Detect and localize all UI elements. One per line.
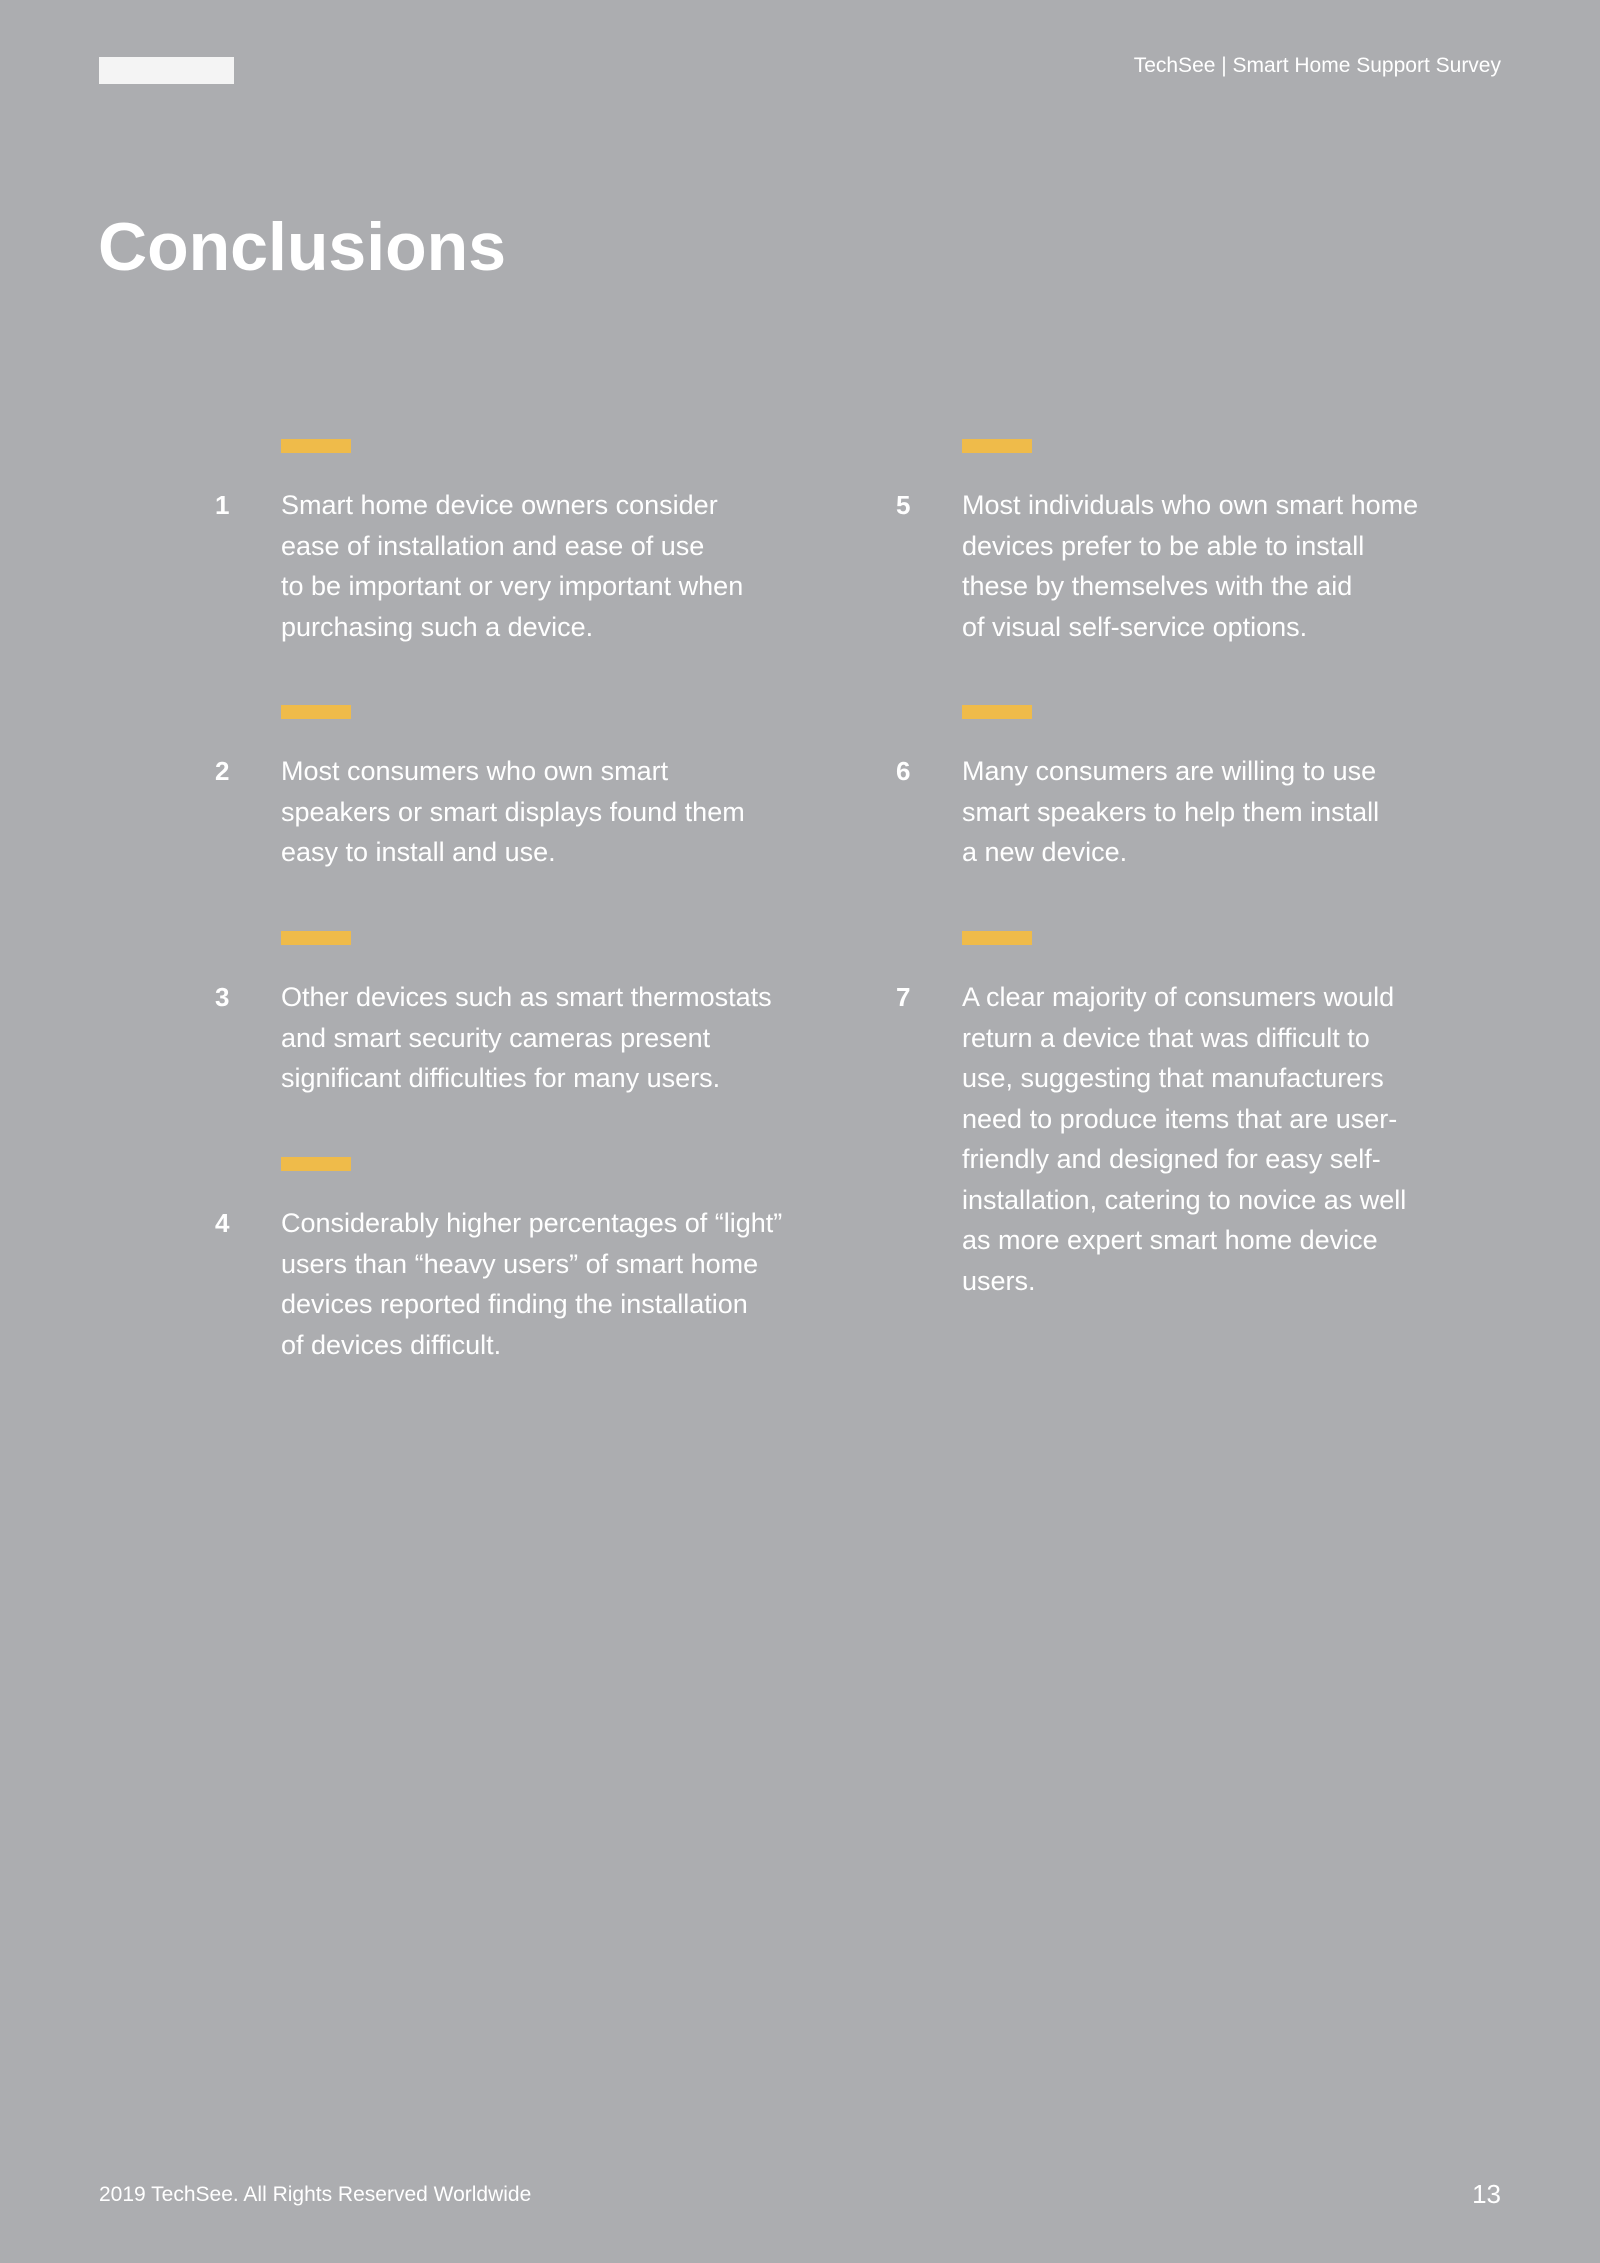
conclusion-text: Many consumers are willing to use smart speakers to help them install a new device. [962,756,1380,867]
page-number: 13 [1472,2179,1501,2209]
conclusion-number: 7 [896,982,911,1012]
conclusion-text: A clear majority of consumers would return a device that was difficult to use, suggesting that manufacturers need to produce items that are user- friendly and designed for easy self- installation, catering to novice as well as more expert smart home device users. [962,982,1407,1296]
conclusion-number: 1 [215,490,230,520]
accent-bar [962,931,1032,945]
accent-bar [281,1157,351,1171]
header-text: TechSee | Smart Home Support Survey [1133,54,1501,77]
conclusion-number: 2 [215,756,230,786]
conclusion-text: Smart home device owners consider ease of installation and ease of use to be important or very important when purchasing such a device. [281,490,744,642]
conclusion-number: 3 [215,982,230,1012]
accent-bar [281,931,351,945]
conclusion-number: 6 [896,756,911,786]
conclusion-text: Most consumers who own smart speakers or smart displays found them easy to install and use. [281,756,745,867]
conclusion-text: Most individuals who own smart home devices prefer to be able to install these by themselves with the aid of visual self-service options. [962,490,1419,642]
accent-bar [281,439,351,453]
conclusion-text: Other devices such as smart thermostats and smart security cameras present significant difficulties for many users. [281,982,772,1093]
conclusion-number: 5 [896,490,911,520]
page-title: Conclusions [98,209,507,285]
conclusion-text: Considerably higher percentages of “light” users than “heavy users” of smart home devices reported finding the installation of devices difficult. [281,1208,783,1360]
accent-bar [962,705,1032,719]
logo-placeholder [99,57,234,84]
accent-bar [962,439,1032,453]
conclusion-number: 4 [215,1208,230,1238]
accent-bar [281,705,351,719]
footer-copyright: 2019 TechSee. All Rights Reserved Worldwide [99,2183,532,2206]
